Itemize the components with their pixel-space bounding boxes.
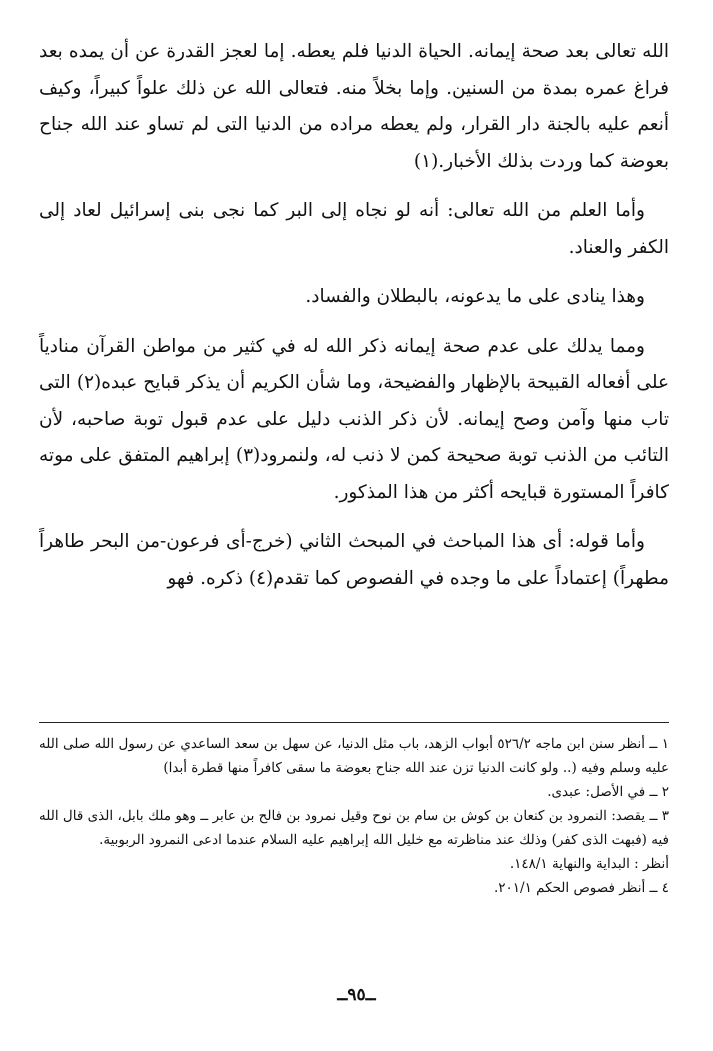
footnotes (39, 732, 669, 900)
footnote-4: ٤ ــ أنظر فصوص الحكم ٢٠١/١. (494, 880, 669, 896)
footnote-2: ٢ ــ في الأصل: عبدى. (547, 784, 669, 800)
paragraph-4: ومما يدلك على عدم صحة إيمانه ذكر الله له في كثير من مواطن القرآن منادياً على أفعاله القبيحة بالإظهار والفضيحة، وما شأن الكريم أن يذكر قبايح عبده(٢) التى تاب منها وآمن وصح إيمانه. لأن ذكر الذنب دليل على عدم قبول توبة صاحبه، لأن التائب من الذنب توبة صحيحة كمن لا ذنب له، ولنمرود(٣) إبراهيم المتفق على موته كافراً المستورة قبايحه أكثر من هذا المذكور. (39, 335, 669, 503)
footnote-separator (39, 722, 669, 723)
page-number: ــ٩٥ــ (337, 985, 376, 1005)
paragraph-5: وأما قوله: أى هذا المباحث في المبحث الثاني (خرج-أى فرعون-من البحر طاهراً مطهراً) إعتماداً على ما وجده في الفصوص كما تقدم(٤) ذكره. فهو (39, 531, 669, 589)
paragraph-2: وأما العلم من الله تعالى: أنه لو نجاه إلى البر كما نجى بنى إسرائيل لعاد إلى الكفر والعناد. (39, 200, 669, 258)
footnote-3: ٣ ــ يقصد: النمرود بن كنعان بن كوش بن سام بن نوح وقيل نمرود بن فالح بن عابر ــ وهو ملك بابل، الذى قال الله فيه (فبهت الذى كفر) وذلك عند مناظرته مع خليل الله إبراهيم عليه السلام عندما ادعى النمرود الربوبية. (39, 808, 669, 848)
paragraph-3: وهذا ينادى على ما يدعونه، بالبطلان والفساد. (305, 286, 645, 307)
main-text (39, 34, 669, 597)
footnote-1: ١ ــ أنظر سنن ابن ماجه ٥٢٦/٢ أبواب الزهد، باب مثل الدنيا، عن سهل بن سعد الساعدي عن رسول الله صلى الله عليه وسلم وفيه (.. ولو كانت الدنيا تزن عند الله جناح بعوضة ما سقى كافراً منها قطرة أبدا) (39, 736, 669, 776)
footnote-3-reference: أنظر : البداية والنهاية ١٤٨/١. (509, 856, 669, 872)
paragraph-1: الله تعالى بعد صحة إيمانه. الحياة الدنيا فلم يعطه. إما لعجز القدرة عن أن يمده بعد فراغ عمره بمدة من السنين. وإما بخلاً منه. فتعالى الله عن ذلك علواً كبيراً، وكيف أنعم عليه بالجنة دار القرار، ولم يعطه مراده من الدنيا التى لم تساو عند الله جناح بعوضة كما وردت بذلك الأخبار.(١) (39, 41, 669, 172)
